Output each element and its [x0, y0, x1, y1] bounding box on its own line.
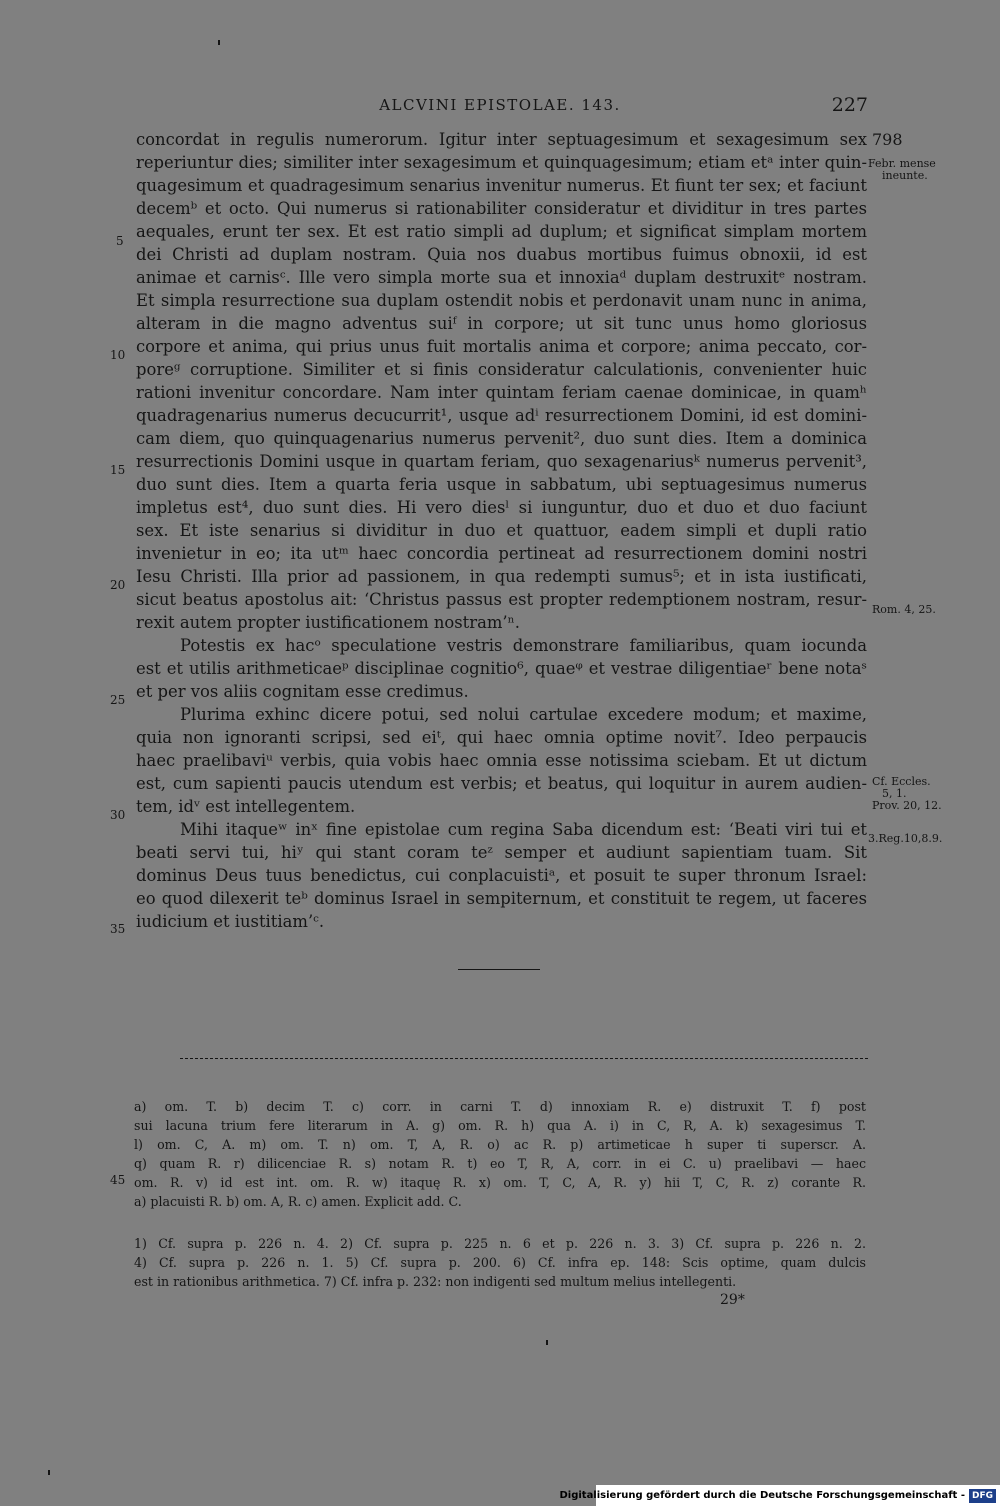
body-line: quia non ignoranti scripsi, sed eiᵗ, qui haec omnia optime novit⁷. Ideo perpaucis — [136, 728, 867, 747]
scan-speck — [48, 1470, 50, 1475]
footnote-line: 1) Cf. supra p. 226 n. 4. 2) Cf. supra p. 225 n. 6 et p. 226 n. 3. 3) Cf. supra p. 226 n. 2. — [134, 1236, 866, 1251]
footnote-line: est in rationibus arithmetica. 7) Cf. infra p. 232: non indigenti sed multum melius intellegenti. — [134, 1274, 737, 1289]
line-number-5: 5 — [116, 234, 124, 248]
apparatus-line: a) om. T. b) decim T. c) corr. in carni T. d) innoxiam R. e) distruxit T. f) post — [134, 1099, 866, 1114]
margin-date-1: Febr. mense — [868, 157, 936, 170]
body-line: duo sunt dies. Item a quarta feria usque in sabbatum, ubi septuagesimus numerus — [136, 475, 867, 494]
apparatus-line: om. R. v) id est int. om. R. w) itaquę R. x) om. T, C, A, R. y) hii T, C, R. z) corante R. — [134, 1175, 866, 1190]
scan-speck — [546, 1340, 548, 1345]
body-line: decemᵇ et octo. Qui numerus si rationabiliter consideratur et dividitur in tres partes — [136, 199, 867, 218]
line-number-30: 30 — [110, 808, 126, 822]
body-line: aequales, erunt ter sex. Et est ratio simpli ad duplum; et significat simplam mortem — [136, 222, 867, 241]
body-line: cam diem, quo quinquagenarius numerus pervenit², duo sunt dies. Item a dominica — [136, 429, 867, 448]
apparatus-line: a) placuisti R. b) om. A, R. c) amen. Explicit add. C. — [134, 1194, 462, 1209]
source-footnotes — [134, 1234, 866, 1291]
apparatus-line: q) quam R. r) dilicenciae R. s) notam R. t) eo T, R, A, corr. in ei C. u) praelibavi — haec — [134, 1156, 866, 1171]
dfg-banner — [559, 1485, 1000, 1506]
body-line: corpore et anima, qui prius unus fuit mortalis anima et corpore; anima peccato, cor- — [136, 337, 867, 356]
body-line: Iesu Christi. Illa prior ad passionem, in qua redempti sumus⁵; et in ista iustificati, — [136, 567, 867, 586]
body-line: dominus Deus tuus benedictus, cui conplacuistiᵃ, et posuit te super thronum Israel: — [136, 866, 867, 885]
body-line: iudicium et iustitiam’ᶜ. — [136, 912, 325, 931]
footnote-line: 4) Cf. supra p. 226 n. 1. 5) Cf. supra p. 200. 6) Cf. infra ep. 148: Scis optime, quam dulcis — [134, 1255, 866, 1270]
body-line: haec praelibaviᵘ verbis, quia vobis haec omnia esse notissima sciebam. Et ut dictum — [136, 751, 867, 770]
body-line: eo quod dilexerit teᵇ dominus Israel in sempiternum, et constituit te regem, ut faceres — [136, 889, 867, 908]
body-line: concordat in regulis numerorum. Igitur inter septuagesimum et sexagesimum sex — [136, 130, 867, 149]
line-number-10: 10 — [110, 348, 126, 362]
dfg-logo: DFG — [969, 1489, 996, 1503]
running-title: ALCVINI EPISTOLAE. 143. — [379, 96, 621, 114]
body-line: quagesimum et quadragesimum senarius invenitur numerus. Et fiunt ter sex; et faciunt — [136, 176, 867, 195]
body-line: sex. Et iste senarius si dividitur in duo et quattuor, eadem simpli et dupli ratio — [136, 521, 867, 540]
body-line: Potestis ex hacᵒ speculatione vestris demonstrare familiaribus, quam iocunda — [180, 636, 867, 655]
apparatus-line: sui lacuna trium fere literarum in A. g) om. R. h) qua A. i) in C, R, A. k) sexagesimus T. — [134, 1118, 866, 1133]
body-line: dei Christi ad duplam nostram. Quia nos duabus mortibus fuimus obnoxii, id est — [136, 245, 867, 264]
margin-ref-eccles-1: Cf. Eccles. — [872, 775, 931, 788]
body-line: Plurima exhinc dicere potui, sed nolui cartulae excedere modum; et maxime, — [180, 705, 867, 724]
margin-ref-prov: Prov. 20, 12. — [872, 799, 942, 812]
body-line: quadragenarius numerus decucurrit¹, usque adⁱ resurrectionem Domini, id est domini- — [136, 406, 867, 425]
page-number: 227 — [831, 94, 868, 116]
line-number-45: 45 — [110, 1173, 126, 1187]
line-number-25: 25 — [110, 693, 126, 707]
body-line: et per vos aliis cognitam esse credimus. — [136, 682, 469, 701]
body-line: Et simpla resurrectione sua duplam ostendit nobis et perdonavit unam nunc in anima, — [136, 291, 867, 310]
line-number-15: 15 — [110, 463, 126, 477]
body-line: invenietur in eo; ita utᵐ haec concordia pertineat ad resurrectionem domini nostri — [136, 544, 867, 563]
body-line: impletus est⁴, duo sunt dies. Hi vero diesˡ si iunguntur, duo et duo et duo faciunt — [136, 498, 867, 517]
body-line: est et utilis arithmeticaeᵖ disciplinae cognitio⁶, quaeᵠ et vestrae diligentiaeʳ bene notaˢ — [136, 659, 867, 678]
body-line: sicut beatus apostolus ait: ‘Christus passus est propter redemptionem nostram, resur- — [136, 590, 867, 609]
body-line: resurrectionis Domini usque in quartam feriam, quo sexagenariusᵏ numerus pervenit³, — [136, 452, 867, 471]
apparatus-notes — [134, 1097, 866, 1211]
body-line: reperiuntur dies; similiter inter sexagesimum et quinquagesimum; etiam etᵃ inter quin- — [136, 153, 867, 172]
body-line: alteram in die magno adventus suiᶠ in corpore; ut sit tunc unus homo gloriosus — [136, 314, 867, 333]
line-number-20: 20 — [110, 578, 126, 592]
line-number-35: 35 — [110, 922, 126, 936]
scan-speck — [218, 40, 220, 45]
margin-ref-reg: 3.Reg.10,8.9. — [868, 832, 943, 845]
body-line: beati servi tui, hiʸ qui stant coram teᶻ semper et audiunt sapientiam tuam. Sit — [136, 843, 867, 862]
notes-divider — [180, 1058, 868, 1059]
body-line: rationi invenitur concordare. Nam inter quintam feriam caenae dominicae, in quamʰ — [136, 383, 867, 402]
body-line: rexit autem propter iustificationem nostram’ⁿ. — [136, 613, 520, 632]
margin-ref-rom: Rom. 4, 25. — [872, 603, 936, 616]
body-line: tem, idᵛ est intellegentem. — [136, 797, 356, 816]
body-line: animae et carnisᶜ. Ille vero simpla morte sua et innoxiaᵈ duplam destruxitᵉ nostram. — [136, 268, 867, 287]
body-line: poreᵍ corruptione. Similiter et si finis consideratur calculationis, convenienter huic — [136, 360, 867, 379]
margin-year: 798 — [872, 130, 903, 149]
section-rule — [458, 969, 540, 970]
signature-mark: 29* — [720, 1292, 745, 1308]
dfg-banner-text: Digitalisierung gefördert durch die Deutsche Forschungsgemeinschaft - — [559, 1490, 965, 1501]
apparatus-line: l) om. C, A. m) om. T. n) om. T, A, R. o) ac R. p) artimeticae h super ti superscr. A. — [134, 1137, 866, 1152]
margin-ref-eccles-2: 5, 1. — [882, 787, 907, 800]
body-line: est, cum sapienti paucis utendum est verbis; et beatus, qui loquitur in aurem audien- — [136, 774, 867, 793]
body-line: Mihi itaqueʷ inˣ fine epistolae cum regina Saba dicendum est: ‘Beati viri tui et — [180, 820, 867, 839]
margin-date-2: ineunte. — [882, 169, 928, 182]
body-text — [136, 128, 867, 933]
